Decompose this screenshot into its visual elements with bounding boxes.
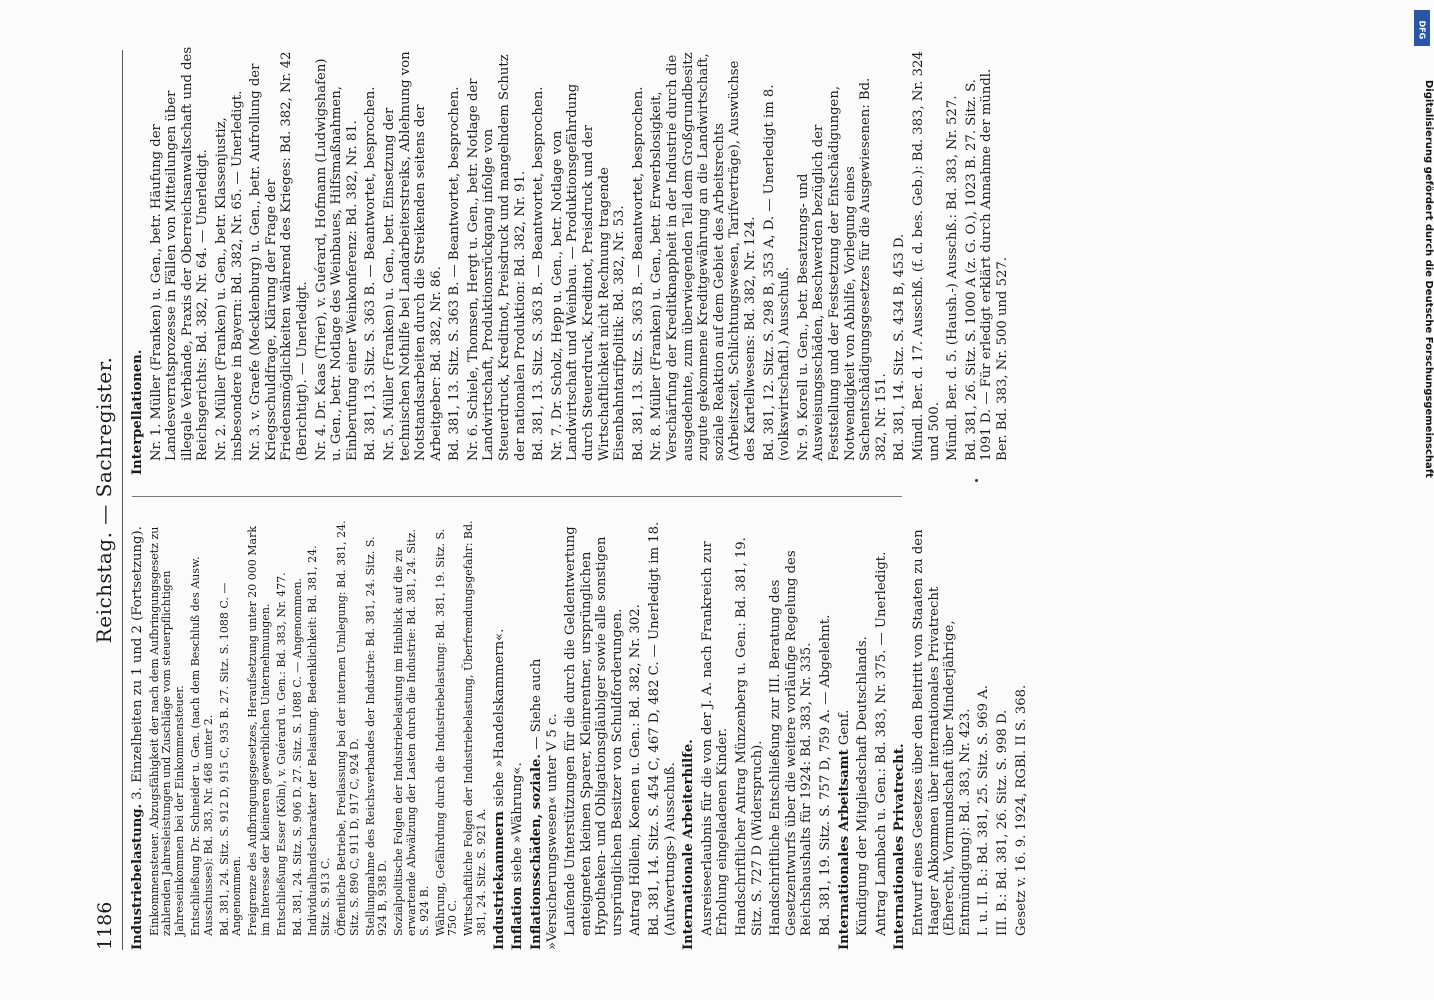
register-entry: Gesetz v. 16. 9. 1924, RGBl. II S. 368.: [1013, 684, 1029, 936]
register-entry: Stellungnahme des Reichsverbandes der Industrie: Bd. 381, 24. Sitz. S. 924 B, 938 D.: [363, 536, 390, 936]
entry-text: siehe »Währung«.: [510, 762, 526, 883]
register-entry: [529, 520, 560, 950]
register-entry: [892, 520, 908, 950]
register-entry: [837, 520, 853, 950]
left-column: [130, 520, 1032, 950]
entry-text: — Siehe auch »Versicherungswesen« unter V 5 c.: [528, 658, 560, 950]
dfg-sidebar: [1412, 10, 1434, 1000]
register-entry: Nr. 1. Müller (Franken) u. Gen., betr. Häufung der Landesverratsprozesse in Fällen von Mitteilungen über illegale Verbände, Praxis der Oberreichsanwaltschaft und des Reichsgerichts: Bd. 382, Nr. 64. — Unerledigt.: [148, 46, 211, 461]
register-entry: Nr. 2. Müller (Franken) u. Gen., betr. Klassenjustiz, insbesondere in Bayern: Bd. 382, Nr. 65. — Unerledigt.: [213, 90, 245, 461]
register-entry: Nr. 8. Müller (Franken) u. Gen., betr. Erwerbslosigkeit, Verschärfung der Kreditknappheit in der Industrie durch die ausgedehnte, zum überwiegenden Teil dem Großgrundbesitz zugute gekommene Kreditgewährung an die Landwirtschaft, soziale Reaktion auf dem Gebiet des Arbeitsrechts (Arbeitszeit, Schlichtungswesen, Tarifverträge), Auswüchse des Kartellwesens: Bd. 382, Nr. 124.: [649, 52, 758, 461]
register-entry: Nr. 6. Schiele, Thomsen, Hergt u. Gen., betr. Notlage der Landwirtschaft, Produktionsrückgang infolge von Steuerdruck, Kreditnot, Preisdruck und mangelndem Schutz der nationalen Produktion: Bd. 382, Nr. 91.: [465, 54, 528, 461]
register-entry: Bd. 381, 24. Sitz. S. 912 D, 915 C, 935 B. 27. Sitz. S. 1088 C. — Angenommen.: [217, 582, 244, 936]
entry-heading: Industriekammern: [491, 811, 507, 950]
register-entry: I. u. II. B.: Bd. 381, 25. Sitz. S. 969 A.: [976, 685, 992, 936]
register-entry: Entschließung Dr. Schneider u. Gen. (nach dem Beschluß des Ausw. Ausschusses): Bd. 383, Nr. 468 unter 2.: [188, 556, 215, 936]
register-entry: Antrag Höllein, Koenen u. Gen.: Bd. 382, Nr. 302.: [628, 604, 644, 936]
ink-dot: [975, 479, 978, 482]
register-entry: [681, 520, 697, 950]
register-entry: Bd. 381, 14. Sitz. S. 454 C, 467 D, 482 C. — Unerledigt im 18. (Aufwertungs-) Ausschuß.: [647, 521, 678, 936]
register-entry: Bd. 381, 13. Sitz. S. 363 B. — Beantwortet, besprochen.: [363, 86, 379, 461]
register-entry: Bd. 381, 13. Sitz. S. 363 B. — Beantwortet, besprochen.: [630, 86, 646, 461]
entry-heading: Internationales Arbeitsamt: [836, 749, 852, 950]
register-entry: Freigrenze des Aufbringungsgesetzes, Heraufsetzung unter 20 000 Mark im Interesse der kleineren gewerblichen Unternehmungen.: [246, 525, 272, 936]
register-entry: Bd. 381, 14. Sitz. S. 434 B, 453 D.: [892, 233, 908, 461]
dfg-logo-text: DFG: [1417, 20, 1427, 40]
register-entry: [510, 520, 526, 950]
register-entry: Einkommensteuer. Abzugsfähigkeit der nach dem Aufbringungsgesetz zu zahlenden Jahresleistungen und Zuschläge vom steuerpflichtigen Jahreseinkommen bei der Einkommensteuer.: [147, 526, 187, 936]
register-entry: Bd. 381, 13. Sitz. S. 363 B. — Beantwortet, besprochen.: [531, 86, 547, 461]
register-entry: Ausreiseerlaubnis für die von der J. A. nach Frankreich zur Erholung eingeladenen Kinder.: [699, 541, 731, 936]
register-entry: Bd. 381, 12. Sitz. S. 298 B, 353 A, D. — Unerledigt im 8. (volkswirtschaftl.) Ausschuß.: [761, 84, 793, 461]
register-entry: Nr. 3. v. Graefe (Mecklenburg) u. Gen., betr. Aufrollung der Kriegsschuldfrage, Klärung der Frage der Friedensmöglichkeiten während des Krieges: Bd. 382, Nr. 42 (Berichtigt). — Unerledigt.: [248, 51, 310, 461]
register-entry: [130, 45, 146, 475]
register-entry: Laufende Unterstützungen für die durch die Geldentwertung enteigneten kleinen Sparer, Kleinrentner, ursprünglichen Hypotheken- und Obligationsgläubiger sowie alle sonstigen ursprünglichen Besitzer von Schuldforderungen.: [563, 526, 625, 936]
rotated-page: [10, 10, 1340, 990]
register-entry: Bd. 381, 13. Sitz. S. 363 B. — Beantwortet, besprochen.: [447, 86, 463, 461]
page-title: Reichstag. — Sachregister.: [92, 356, 116, 644]
register-entry: Mündl. Ber. d. 5. (Haush.-) Ausschß.: Bd. 383, Nr. 527.: [945, 95, 961, 461]
right-column: [130, 45, 1013, 475]
header-rule: [122, 50, 123, 950]
register-entry: Handschriftlicher Antrag Münzenberg u. Gen.: Bd. 381, 19. Sitz. S. 727 D (Widerspruch).: [734, 537, 765, 936]
register-entry: [130, 520, 146, 950]
register-entry: Individualhandscharakter der Belastung. Bedenklichkeit: Bd. 381, 24. Sitz. S. 913 C.: [306, 545, 333, 936]
register-entry: Bd. 381, 26. Sitz. S. 1000 A (z. G. O.), 1023 B. 27. Sitz. S. 1091 D. — Für erledigt erklärt durch Annahme der mündl. Ber. Bd. 383, Nr. 500 und 527.: [963, 68, 1010, 461]
register-entry: Entschließung Esser (Köln), v. Guérard u. Gen.: Bd. 383, Nr. 477.: [274, 572, 288, 936]
register-entry: Sozialpolitische Folgen der Industriebelastung im Hinblick auf die zu erwartende Abwälzung der Lasten durch die Industrie: Bd. 381, 24. Sitz. S. 924 B.: [392, 528, 431, 936]
register-entry: Nr. 7. Dr. Scholz, Hepp u. Gen., betr. Notlage von Landwirtschaft und Weinbau. — Produktionsgefährdung durch Steuerdruck, Kreditnot, Preisdruck und der Wirtschaftlichkeit nicht Rechnung tragende Eisenbahntarifpolitik: Bd. 382, Nr. 53.: [549, 83, 628, 461]
register-entry: Antrag Lambach u. Gen.: Bd. 383, Nr. 375. — Unerledigt.: [873, 551, 889, 936]
column-divider: [132, 496, 902, 497]
register-entry: Kündigung der Mitgliedschaft Deutschlands.: [855, 636, 871, 936]
register-entry: Öffentliche Betriebe, Freilassung bei der internen Umlegung: Bd. 381, 24. Sitz. S. 890 C, 911 D, 917 C, 924 D.: [334, 520, 361, 936]
register-entry: Nr. 4. Dr. Kaas (Trier), v. Guérard, Hofmann (Ludwigshafen) u. Gen., betr. Notlage des Weinbaues, Hilfsmaßnahmen, Einberufung einer Weinkonferenz: Bd. 382, Nr. 81.: [313, 58, 360, 461]
page-header: [88, 50, 122, 950]
register-entry: Bd. 381, 24. Sitz. S. 906 D. 27. Sitz. S. 1088 C. — Angenommen.: [290, 577, 304, 936]
entry-text: Genf.: [836, 709, 852, 746]
page-number: 1186: [94, 901, 116, 950]
register-entry: [492, 520, 508, 950]
register-entry: Nr. 5. Müller (Franken) u. Gen., betr. Einsetzung der technischen Nothilfe bei Landarbeiterstreiks, Ablehnung von Notstandsarbeiten durch die Streikenden seitens der Arbeitgeber: Bd. 382, Nr. 86.: [381, 51, 444, 461]
register-entry: Handschriftliche Entschließung zur III. Beratung des Gesetzentwurfs über die weitere vorläufige Regelung des Reichshaushalts für 1924: Bd. 383, Nr. 335.: [768, 550, 815, 936]
register-entry: Entwurf eines Gesetzes über den Beitritt von Staaten zu den Haager Abkommen über internationales Privatrecht (Eherecht, Vormundschaft über Minderjährige, Entmündigung): Bd. 383, Nr. 423.: [910, 529, 973, 936]
entry-heading: Internationale Arbeiterhilfe.: [681, 739, 697, 950]
dfg-credit: Digitalisierung gefördert durch die Deutsche Forschungsgemeinschaft: [1423, 80, 1434, 478]
register-entry: Wirtschaftliche Folgen der Industriebelastung, Überfremdungsgefahr: Bd. 381, 24. Sitz. S. 921 A.: [462, 520, 488, 936]
entry-text: siehe »Handelskammern«.: [491, 628, 507, 807]
entry-heading: Inflation: [510, 886, 526, 950]
entry-heading: Interpellationen.: [130, 349, 145, 475]
register-entry: III. B.: Bd. 381, 26. Sitz. S. 998 D.: [994, 709, 1010, 936]
entry-heading: Inflationsschäden, soziale.: [528, 753, 544, 950]
entry-text: 3. Einzelheiten zu 1 und 2 (Fortsetzung).: [130, 526, 145, 800]
register-entry: Währung, Gefährdung durch die Industriebelastung: Bd. 381, 19. Sitz. S. 750 C.: [433, 528, 460, 936]
register-entry: Nr. 9. Korell u. Gen., betr. Besatzungs- und Ausweisungsschäden, Beschwerden bezüglich der Feststellung und der Festsetzung der Entschädigungen, Notwendigkeit von Abhilfe, Vorlegung eines Sachentschädigungsgesetzes für die Ausgewiesenen: Bd. 382, Nr. 151.: [795, 77, 889, 461]
dfg-logo: [1414, 10, 1430, 46]
register-entry: Bd. 381, 19. Sitz. S. 757 D, 759 A. — Abgelehnt.: [818, 614, 833, 936]
entry-heading: Internationales Privatrecht.: [892, 743, 908, 950]
register-entry: Mündl. Ber. d. 17. Ausschß. (f. d. bes. Geb.): Bd. 383, Nr. 324 und 500.: [910, 51, 942, 461]
entry-heading: Industriebelastung.: [130, 803, 145, 950]
